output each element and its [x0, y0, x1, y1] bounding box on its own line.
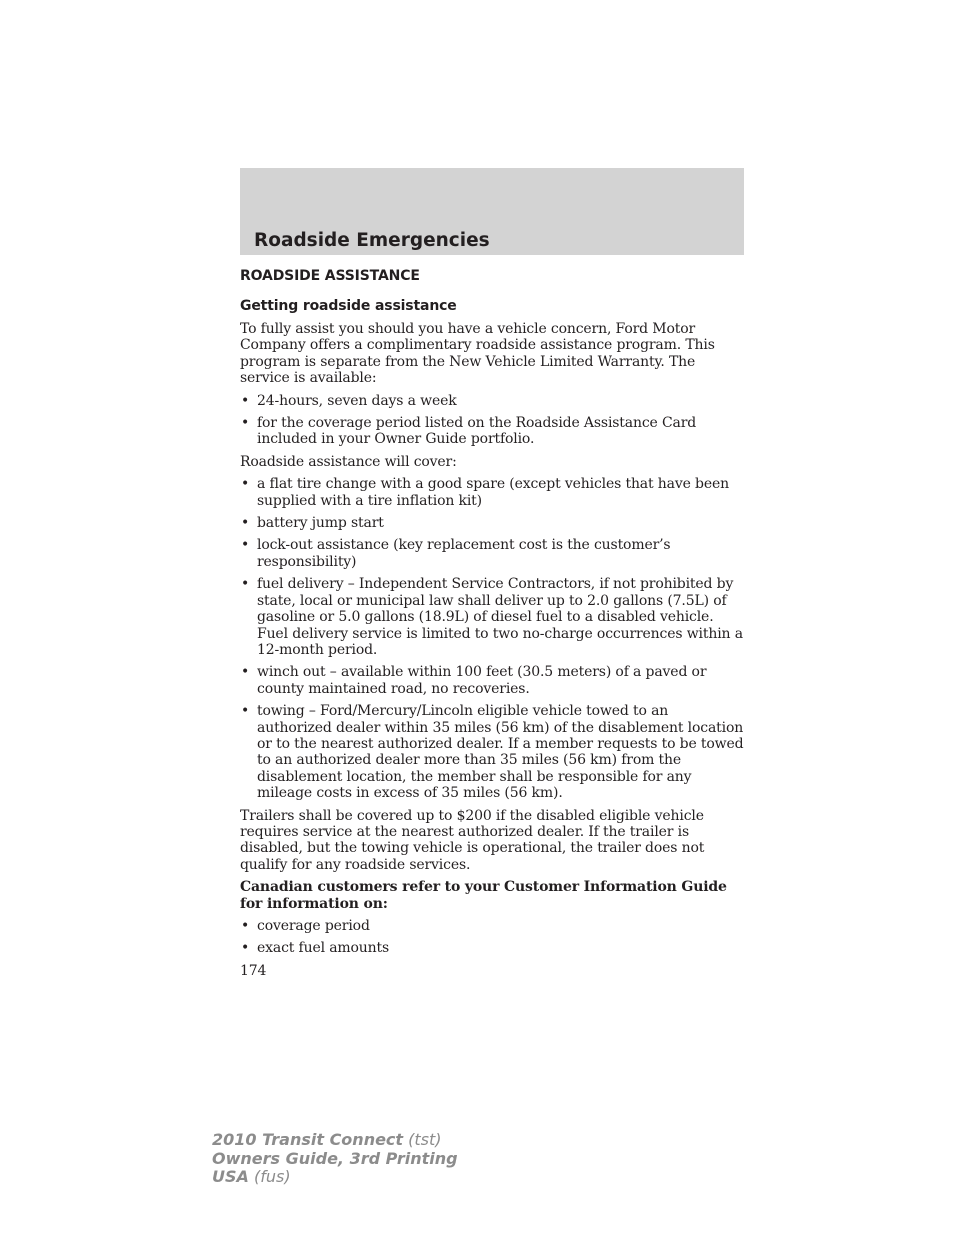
- footer-line-market: USA (fus): [212, 1167, 291, 1186]
- bullet-icon: •: [241, 918, 250, 934]
- bullet-icon: •: [241, 940, 250, 957]
- intro-paragraph: To fully assist you should you have a vehicle concern, Ford Motor Company offers a complimentary roadside assistance program. This program is separate from the New Vehicle Limited Warranty. The service is available:: [240, 321, 715, 387]
- bullet-icon: •: [241, 664, 250, 681]
- list-item: • for the coverage period listed on the Roadside Assistance Card included in your Owner Guide portfolio.: [241, 415, 697, 448]
- list-item: • exact fuel amounts: [241, 940, 390, 957]
- page-content: [240, 267, 746, 979]
- sub-heading: Getting roadside assistance: [240, 298, 457, 314]
- coverage-intro: Roadside assistance will cover:: [240, 453, 457, 470]
- section-heading: ROADSIDE ASSISTANCE: [240, 268, 420, 284]
- trailers-paragraph: Trailers shall be covered up to $200 if the disabled eligible vehicle requires service at the nearest authorized dealer. If the trailer is disabled, but the towing vehicle is operational, the trailer does not qualify for any roadside services.: [240, 807, 705, 873]
- list-item: • battery jump start: [241, 515, 384, 532]
- footer-line-edition: Owners Guide, 3rd Printing: [212, 1148, 458, 1168]
- canadian-note: Canadian customers refer to your Customer Information Guide for information on:: [240, 879, 727, 912]
- list-item: • a flat tire change with a good spare (except vehicles that have been supplied with a tire inflation kit): [241, 476, 729, 509]
- footer-line-model: 2010 Transit Connect (tst): [212, 1130, 442, 1149]
- list-item: • coverage period: [241, 918, 370, 934]
- availability-list: [240, 393, 746, 448]
- bullet-icon: •: [241, 703, 250, 720]
- bullet-icon: •: [241, 415, 250, 432]
- chapter-header-band: [240, 168, 744, 255]
- page-number: 174: [240, 962, 267, 979]
- bullet-icon: •: [241, 537, 250, 554]
- list-item: • lock-out assistance (key replacement cost is the customer’s responsibility): [241, 537, 671, 570]
- bullet-icon: •: [241, 476, 250, 493]
- bullet-icon: •: [241, 392, 250, 409]
- coverage-list: [240, 476, 746, 801]
- bullet-icon: •: [241, 576, 250, 593]
- chapter-title: Roadside Emergencies: [254, 230, 490, 251]
- canadian-list: [240, 918, 746, 957]
- list-item: • winch out – available within 100 feet (30.5 meters) of a paved or county maintained road, no recoveries.: [241, 664, 707, 697]
- list-item: • 24-hours, seven days a week: [241, 392, 457, 409]
- list-item: • towing – Ford/Mercury/Lincoln eligible vehicle towed to an authorized dealer within 35 miles (56 km) of the disablement location or to the nearest authorized dealer. If a member requests to be towed to an authorized dealer more than 35 miles (56 km) from the disablement location, the member shall be responsible for any mileage costs in excess of 35 miles (56 km).: [241, 703, 744, 802]
- list-item: • fuel delivery – Independent Service Contractors, if not prohibited by state, local or municipal law shall deliver up to 2.0 gallons (7.5L) of gasoline or 5.0 gallons (18.9L) of diesel fuel to a disabled vehicle. Fuel delivery service is limited to two no-charge occurrences within a 12-month period.: [241, 576, 743, 658]
- document-footer: [212, 1131, 458, 1187]
- bullet-icon: •: [241, 515, 250, 532]
